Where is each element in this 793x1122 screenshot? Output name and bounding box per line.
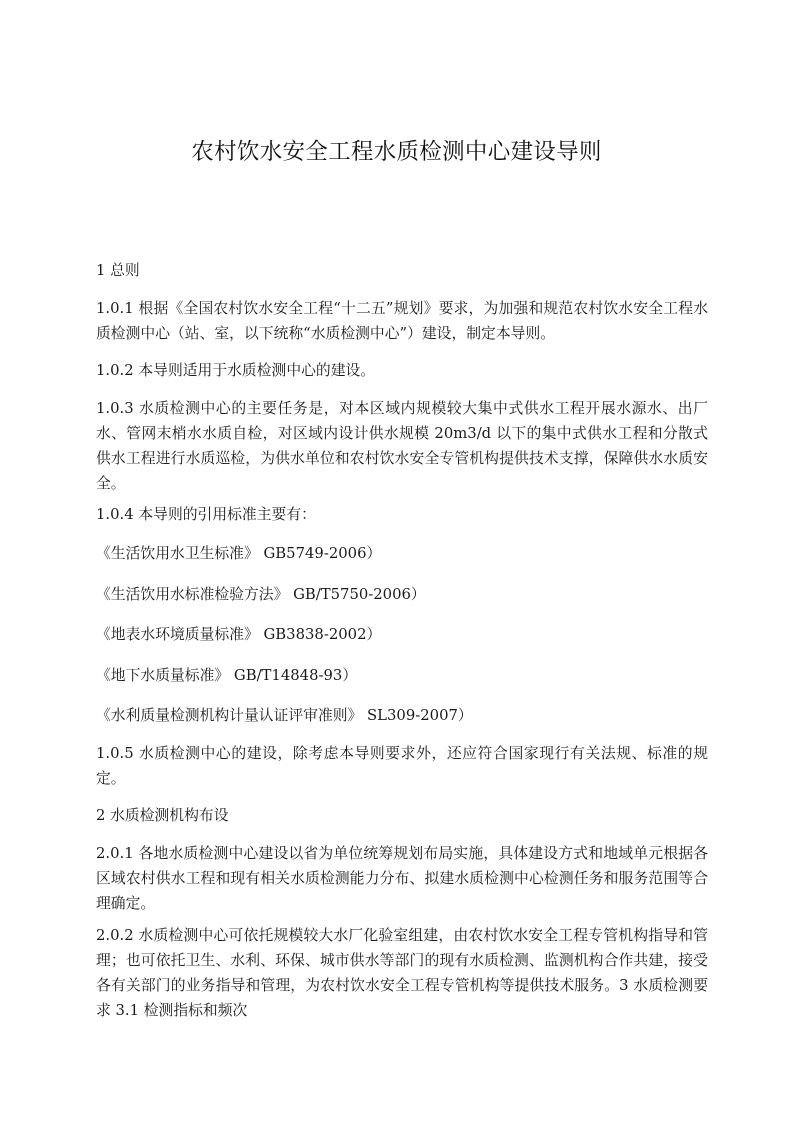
paragraph-1-0-5: 1.0.5 水质检测中心的建设，除考虑本导则要求外，还应符合国家现行有关法规、标准的规定。 bbox=[96, 745, 708, 787]
paragraph-1-0-4: 1.0.4 本导则的引用标准主要有： bbox=[96, 506, 316, 523]
document-title: 农村饮水安全工程水质检测中心建设导则 bbox=[191, 139, 602, 165]
reference-standard-3: 《地表水环境质量标准》 GB3838-2002） bbox=[96, 626, 382, 643]
paragraph-1-0-2: 1.0.2 本导则适用于水质检测中心的建设。 bbox=[96, 362, 376, 379]
section-heading-1: 1 总则 bbox=[96, 262, 140, 279]
paragraph-1-0-3: 1.0.3 水质检测中心的主要任务是，对本区域内规模较大集中式供水工程开展水源水、出厂水、管网末梢水水质自检，对区域内设计供水规模 20m3/d 以下的集中式供水工程和分散式供水工程进行水质巡检，为供水单位和农村饮水安全专管机构提供技术支撑，保障供水水质安全。 bbox=[96, 400, 708, 492]
reference-standard-1: 《生活饮用水卫生标准》 GB5749-2006） bbox=[96, 545, 382, 562]
paragraph-2-0-1: 2.0.1 各地水质检测中心建设以省为单位统筹规划布局实施，具体建设方式和地域单元根据各区域农村供水工程和现有相关水质检测能力分布、拟建水质检测中心检测任务和服务范围等合理确定。 bbox=[96, 845, 708, 912]
reference-standard-5: 《水利质量检测机构计量认证评审准则》 SL309-2007） bbox=[96, 707, 473, 724]
reference-standard-2: 《生活饮用水标准检验方法》 GB/T5750-2006） bbox=[96, 586, 426, 603]
paragraph-1-0-1: 1.0.1 根据《全国农村饮水安全工程“十二五”规划》要求，为加强和规范农村饮水安全工程水质检测中心（站、室，以下统称“水质检测中心”）建设，制定本导则。 bbox=[96, 300, 708, 342]
reference-standard-4: 《地下水质量标准》 GB/T14848-93） bbox=[96, 667, 358, 684]
paragraph-2-0-2: 2.0.2 水质检测中心可依托规模较大水厂化验室组建，由农村饮水安全工程专管机构指导和管理；也可依托卫生、水利、环保、城市供水等部门的现有水质检测、监测机构合作共建，接受各有关部门的业务指导和管理，为农村饮水安全工程专管机构等提供技术服务。3 水质检测要求 3.1 检测指标和频次 bbox=[96, 927, 708, 1019]
section-heading-2: 2 水质检测机构布设 bbox=[96, 807, 229, 824]
